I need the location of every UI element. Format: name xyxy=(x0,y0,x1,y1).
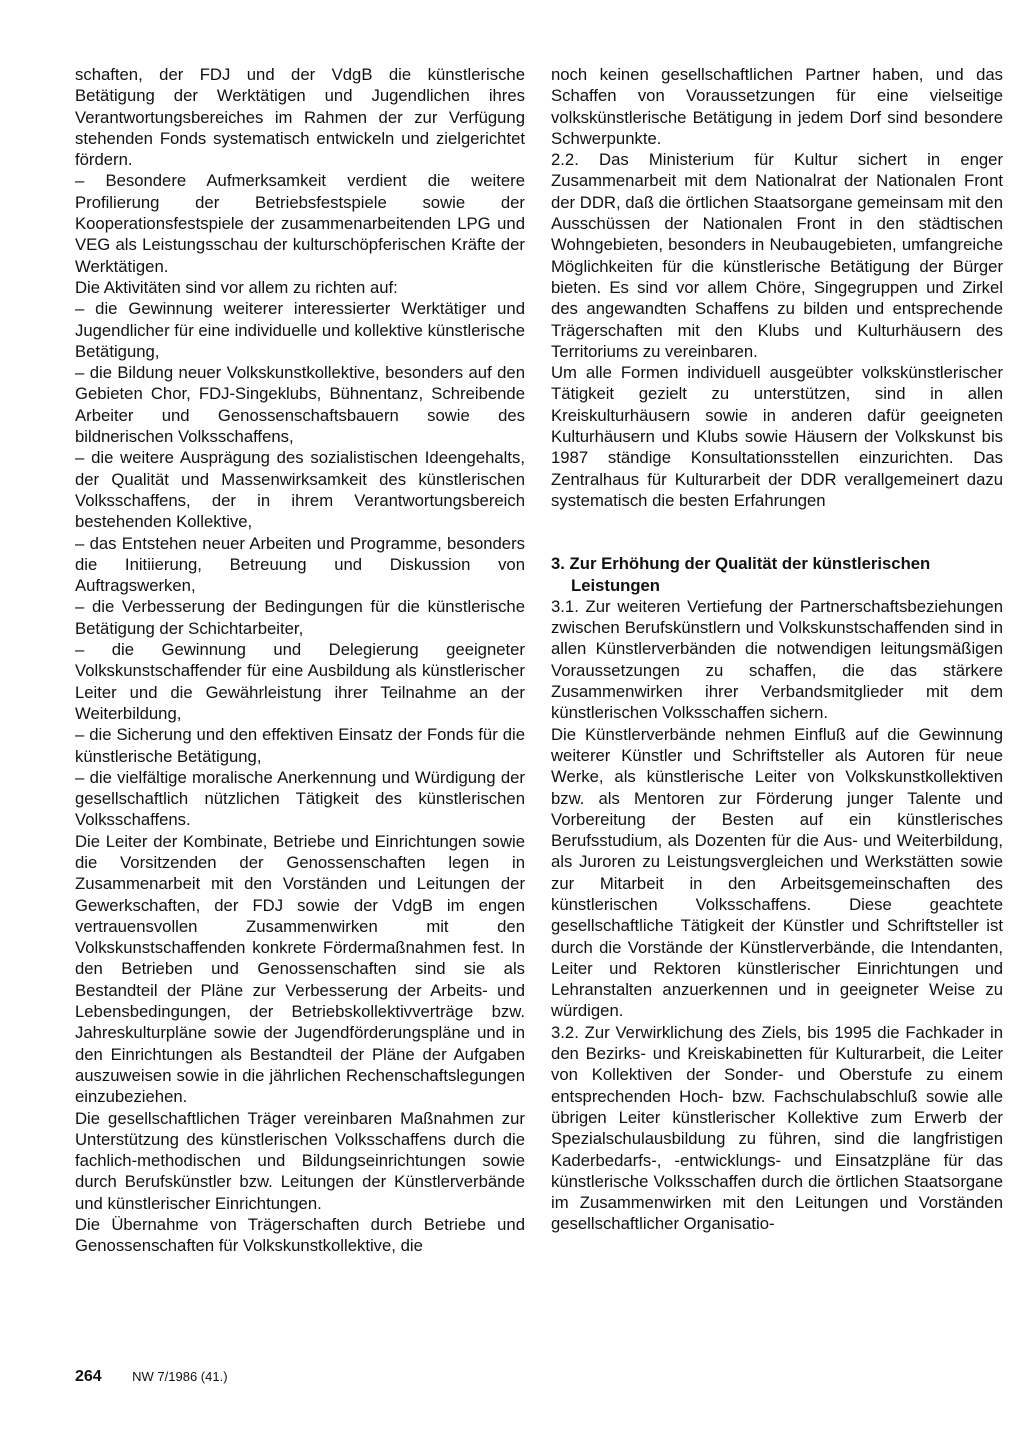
source-reference: NW 7/1986 (41.) xyxy=(132,1369,228,1384)
paragraph: Die Künstlerverbände nehmen Einfluß auf die Gewinnung weiterer Künstler und Schriftsteller als Autoren für neue Werke, als künstlerische Leiter von Volkskunstkollektiven bzw. als Mentoren zur Förderung junger Talente und Vorbereitung der Besten auf ein künstlerisches Berufsstudium, als Dozenten für die Aus- und Weiterbildung, als Juroren zu Leistungsvergleichen und Werkstätten sowie zur Mitarbeit in den Arbeitsgemeinschaften des künstlerischen Volksschaffens. Diese geachtete gesellschaftliche Tätigkeit der Künstler und Schriftsteller ist durch die Vorstände der Künstlerverbände, die Intendanten, Leiter und Rektoren künstlerischer Einrichtungen und Lehranstalten anzuerkennen und in geeigneter Weise zu würdigen. xyxy=(551,724,1003,1021)
page-footer xyxy=(75,1367,228,1387)
section-heading-line: 3. Zur Erhöhung der Qualität der künstlerischen xyxy=(551,554,931,574)
right-column xyxy=(551,64,1003,1235)
list-item: – das Entstehen neuer Arbeiten und Programme, besonders die Initiierung, Betreuung und Diskussion von Auftragswerken, xyxy=(75,533,525,596)
paragraph: – Besondere Aufmerksamkeit verdient die weitere Profilierung der Betriebsfestspiele sowie der Kooperationsfestspiele der zusammenarbeitenden LPG und VEG als Leistungsschau der kulturschöpferischen Kräfte der Werktätigen. xyxy=(75,171,525,276)
paragraph: 3.2. Zur Verwirklichung des Ziels, bis 1995 die Fachkader in den Bezirks- und Kreiskabinetten für Kulturarbeit, die Leiter von Kollektiven der Sonder- und Oberstufe zu einem entsprechenden Hoch- bzw. Fachschulabschluß sowie alle übrigen Leiter künstlerischer Kollektive zum Erwerb der Spezialschulausbildung zu führen, sind die langfristigen Kaderbedarfs-, -entwicklungs- und Einsatzpläne für das künstlerische Volksschaffen durch die örtlichen Staatsorgane im Zusammenwirken mit den Leitungen und Vorständen gesellschaftlicher Organisatio- xyxy=(551,1022,1003,1234)
page-number: 264 xyxy=(75,1368,102,1385)
section-heading-line: Leistungen xyxy=(571,575,661,595)
paragraph: 3.1. Zur weiteren Vertiefung der Partnerschaftsbeziehungen zwischen Berufskünstlern und Volkskunstschaffenden sind in allen Künstlerverbänden die notwendigen leitungsmäßigen Voraussetzungen zu schaffen, die das stärkere Zusammenwirken ihrer Verbandsmitglieder mit dem künstlerischen Volksschaffen sichern. xyxy=(551,596,1003,723)
list-item: – die weitere Ausprägung des sozialistischen Ideengehalts, der Qualität und Massenwirksamkeit des künstlerischen Volksschaffens, der in ihrem Verantwortungsbereich bestehenden Kollektive, xyxy=(75,448,525,532)
paragraph: noch keinen gesellschaftlichen Partner haben, und das Schaffen von Voraussetzungen für eine vielseitige volkskünstlerische Betätigung in jedem Dorf sind besondere Schwerpunkte. xyxy=(551,65,1003,148)
list-item: – die Gewinnung weiterer interessierter Werktätiger und Jugendlicher für eine individuelle und kollektive künstlerische Betätigung, xyxy=(75,299,525,361)
paragraph: Die Leiter der Kombinate, Betriebe und Einrichtungen sowie die Vorsitzenden der Genossenschaften legen in Zusammenarbeit mit den Vorständen und Leitungen der Gewerkschaften, der FDJ sowie der VdgB im engen vertrauensvollen Zusammenwirken mit den Volkskunstschaffenden konkrete Fördermaßnahmen fest. In den Betrieben und Genossenschaften sind sie als Bestandteil der Pläne zur Verbesserung der Arbeits- und Lebensbedingungen, der Betriebskollektivverträge bzw. Jahreskulturpläne sowie der Jugendförderungspläne und in den Einrichtungen als Bestandteil der Pläne der Aufgaben auszuweisen sowie in die jährlichen Rechenschaftslegungen einzubeziehen. xyxy=(75,831,525,1107)
spacer xyxy=(551,511,1003,532)
list-item: – die Verbesserung der Bedingungen für die künstlerische Betätigung der Schichtarbeiter, xyxy=(75,597,525,638)
section-heading xyxy=(551,553,1003,596)
paragraph: Die Übernahme von Trägerschaften durch Betriebe und Genossenschaften für Volkskunstkollektive, die xyxy=(75,1215,525,1256)
paragraph: schaften, der FDJ und der VdgB die künstlerische Betätigung der Werktätigen und Jugendlichen ihres Verantwortungsbereiches im Rahmen der zur Verfügung stehenden Fonds systematisch entwickeln und zielgerichtet fördern. xyxy=(75,65,525,170)
paragraph: Die gesellschaftlichen Träger vereinbaren Maßnahmen zur Unterstützung des künstlerischen Volksschaffens durch die fachlich-methodischen und Bildungseinrichtungen sowie durch Berufskünstler bzw. Leitungen der Künstlerverbände und künstlerischer Einrichtungen. xyxy=(75,1108,525,1213)
paragraph: Die Aktivitäten sind vor allem zu richten auf: xyxy=(75,277,398,297)
left-column xyxy=(75,64,525,1257)
paragraph: Um alle Formen individuell ausgeübter volkskünstlerischer Tätigkeit gezielt zu unterstützen, sind in allen Kreiskulturhäusern sowie in anderen dafür geeigneten Kulturhäusern und Klubs sowie Häusern der Volkskunst bis 1987 ständige Konsultationsstellen einzurichten. Das Zentralhaus für Kulturarbeit der DDR verallgemeinert dazu systematisch die besten Erfahrungen xyxy=(551,363,1003,510)
list-item: – die Sicherung und den effektiven Einsatz der Fonds für die künstlerische Betätigung, xyxy=(75,725,525,766)
list-item: – die vielfältige moralische Anerkennung und Würdigung der gesellschaftlich nützlichen Tätigkeit des künstlerischen Volksschaffens. xyxy=(75,767,525,830)
list-item: – die Gewinnung und Delegierung geeigneter Volkskunstschaffender für eine Ausbildung als künstlerischer Leiter und die Gewährleistung ihrer Teilnahme an der Weiterbildung, xyxy=(75,640,525,723)
paragraph: 2.2. Das Ministerium für Kultur sichert in enger Zusammenarbeit mit dem Nationalrat der Nationalen Front der DDR, daß die örtlichen Staatsorgane gemeinsam mit den Ausschüssen der Nationalen Front in den städtischen Wohngebieten, besonders in Neubaugebieten, umfangreiche Möglichkeiten für die künstlerische Betätigung der Bürger bieten. Es sind vor allem Chöre, Singegruppen und Zirkel des angewandten Schaffens zu bilden und entsprechende Trägerschaften mit den Klubs und Kulturhäusern des Territoriums zu vereinbaren. xyxy=(551,150,1003,361)
list-item: – die Bildung neuer Volkskunstkollektive, besonders auf den Gebieten Chor, FDJ-Singeklubs, Bühnentanz, Schreibende Arbeiter und Genossenschaftsbauern sowie des bildnerischen Volksschaffens, xyxy=(75,363,525,447)
